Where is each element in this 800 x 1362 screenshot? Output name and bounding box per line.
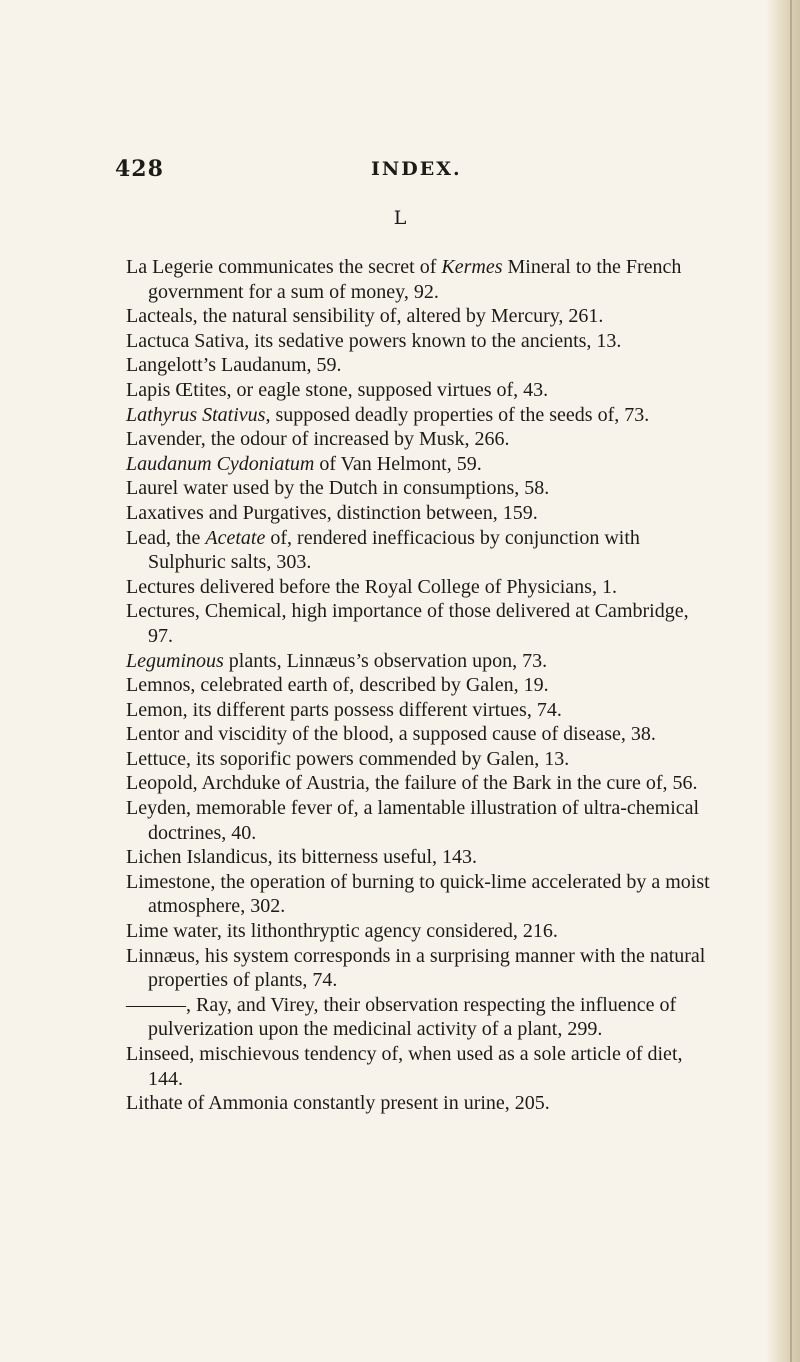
entry-text: Lemnos, celebrated earth of, described by Galen, 19. (126, 674, 549, 697)
entry-text: Lime water, its lithonthryptic agency considered, 216. (126, 920, 558, 943)
index-entry (126, 993, 716, 1042)
entry-text: Lettuce, its soporific powers commended by Galen, 13. (126, 747, 570, 770)
entry-text-continued: of Van Helmont, 59. (314, 452, 482, 475)
entry-italic-term: Lathyrus Stativus (126, 403, 266, 426)
index-entry (126, 649, 716, 674)
index-entry (126, 698, 716, 723)
index-entry (126, 304, 716, 329)
entry-text: Leyden, memorable fever of, a lamentable illustration of ultra-chemical doctrines, 40. (126, 797, 700, 844)
entry-italic-term: Acetate (205, 526, 266, 549)
index-entry (126, 575, 716, 600)
entry-text: Linnæus, his system corresponds in a surprising manner with the natural properties of plants, 74. (126, 944, 706, 992)
index-entry (126, 796, 716, 845)
index-entry (126, 329, 716, 354)
entry-italic-term: Kermes (441, 256, 503, 278)
index-entry (126, 501, 716, 526)
entry-text: Lectures delivered before the Royal College of Physicians, 1. (126, 575, 617, 598)
index-entry (126, 919, 716, 944)
index-entry (126, 452, 716, 477)
index-entry (126, 255, 716, 304)
page-edge-shadow (766, 0, 800, 1362)
entry-text: Langelott’s Laudanum, 59. (126, 354, 342, 377)
index-entry (126, 526, 716, 575)
entry-text-continued: Mineral to the French government for a sum of money, 92. (148, 256, 682, 303)
entry-text: Lavender, the odour of increased by Musk, 266. (126, 428, 510, 451)
index-entry (126, 599, 716, 648)
entry-text-continued: plants, Linnæus’s observation upon, 73. (223, 649, 548, 672)
entry-text: Lithate of Ammonia constantly present in urine, 205. (126, 1092, 550, 1115)
index-entry (126, 353, 716, 378)
entry-italic-term: Leguminous (126, 649, 224, 672)
entry-text: Limestone, the operation of burning to quick-lime accelerated by a moist atmosphere, 302. (126, 870, 710, 918)
section-letter: L (393, 207, 407, 229)
entry-text: Leopold, Archduke of Austria, the failure of the Bark in the cure of, 56. (126, 772, 698, 795)
index-entry (126, 403, 716, 428)
entry-text: Lead, the (126, 526, 206, 549)
entry-text: Laurel water used by the Dutch in consumptions, 58. (126, 477, 550, 500)
entry-text: Lapis Œtites, or eagle stone, supposed virtues of, 43. (126, 378, 549, 401)
entry-text: Linseed, mischievous tendency of, when used as a sole article of diet, 144. (126, 1043, 683, 1090)
index-entry (126, 747, 716, 772)
entry-text: Lacteals, the natural sensibility of, altered by Mercury, 261. (126, 305, 604, 328)
index-entry (126, 476, 716, 501)
entry-text: Laxatives and Purgatives, distinction between, 159. (126, 501, 538, 524)
entry-text-continued: of, rendered inefficacious by conjunction with Sulphuric salts, 303. (148, 526, 640, 574)
page-number: 428 (115, 156, 164, 182)
page-header (115, 156, 735, 186)
index-entry (126, 673, 716, 698)
entry-text: Lactuca Sativa, its sedative powers known to the ancients, 13. (126, 329, 622, 352)
entry-text: Lemon, its different parts possess different virtues, 74. (126, 698, 562, 721)
index-entry (126, 427, 716, 452)
entry-text: Lectures, Chemical, high importance of those delivered at Cambridge, 97. (126, 600, 689, 647)
running-head: INDEX. (371, 158, 462, 180)
page-edge-line (790, 0, 792, 1362)
index-entry (126, 870, 716, 919)
index-entry (126, 378, 716, 403)
index-entry (126, 944, 716, 993)
index-entry (126, 845, 716, 870)
entry-text: La Legerie communicates the secret of (126, 256, 442, 278)
index-entry (126, 771, 716, 796)
entry-italic-term: Laudanum Cydoniatum (126, 452, 315, 475)
entry-text: ———, Ray, and Virey, their observation respecting the influence of pulverization upon the medicinal activity of a plant, 299. (126, 993, 677, 1041)
index-entry (126, 1091, 716, 1116)
entry-text-continued: , supposed deadly properties of the seeds of, 73. (265, 403, 650, 426)
index-entry (126, 722, 716, 747)
entry-text: Lentor and viscidity of the blood, a supposed cause of disease, 38. (126, 723, 656, 746)
entry-text: Lichen Islandicus, its bitterness useful, 143. (126, 846, 478, 869)
index-list (126, 255, 716, 1116)
index-entry (126, 1042, 716, 1091)
